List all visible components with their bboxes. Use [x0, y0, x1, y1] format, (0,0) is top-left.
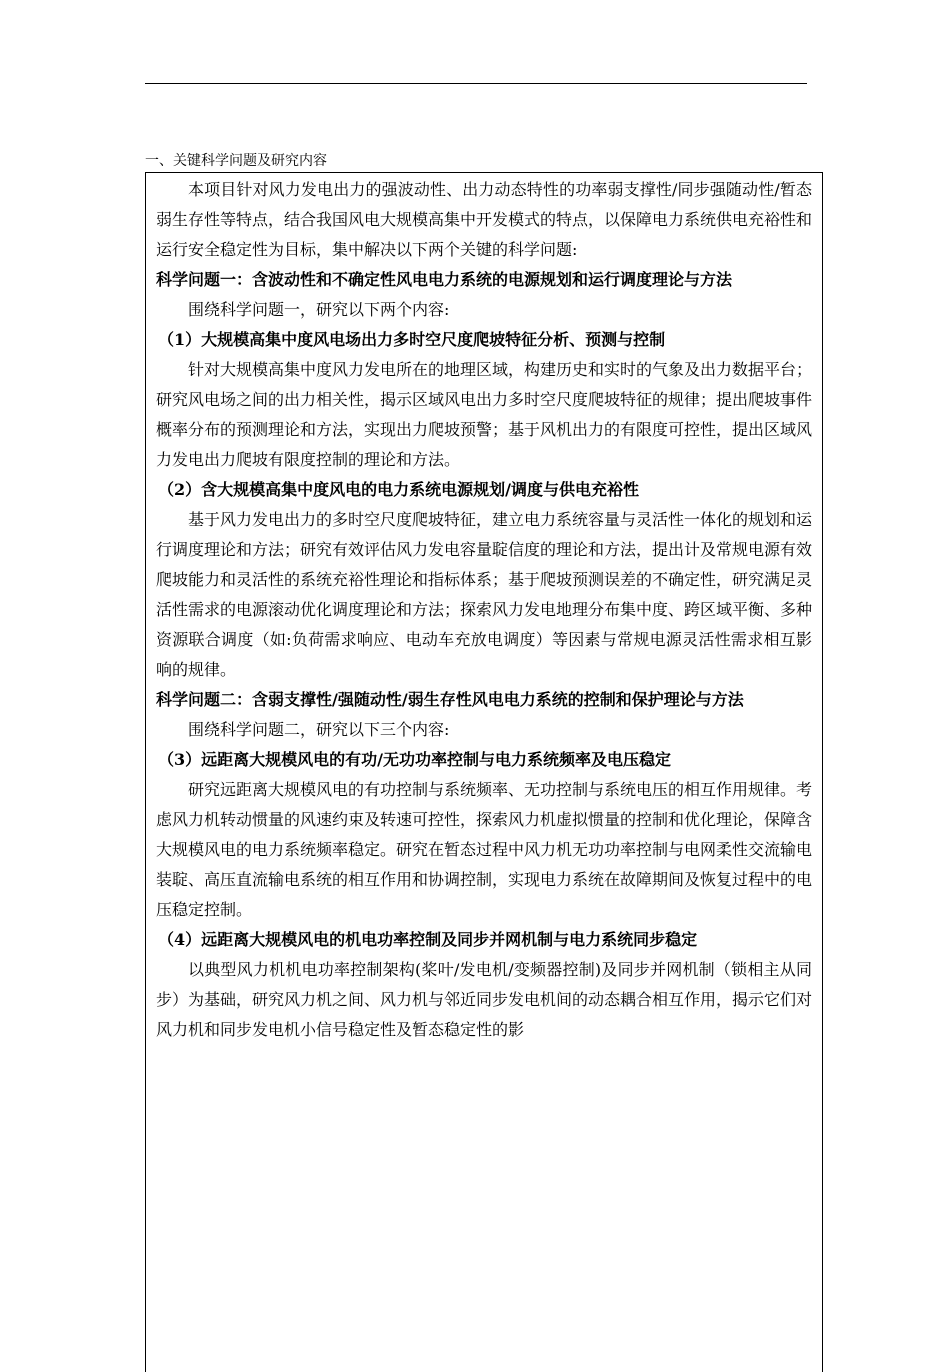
item-3-title: （3）远距离大规模风电的有功/无功功率控制与电力系统频率及电压稳定	[158, 750, 671, 769]
item-1-title: （1）大规模高集中度风电场出力多时空尺度爬坡特征分析、预测与控制	[158, 330, 666, 349]
item-4-title: （4）远距离大规模风电的机电功率控制及同步并网机制与电力系统同步稳定	[158, 930, 698, 949]
question-2-lead: 围绕科学问题二，研究以下三个内容:	[188, 720, 450, 739]
header-rule	[145, 83, 807, 84]
item-1-body: 针对大规模高集中度风力发电所在的地理区域，构建历史和实时的气象及出力数据平台；研究风电场之间的出力相关性，揭示区域风电出力多时空尺度爬坡特征的规律；提出爬坡事件概率分布的预测理论和方法，实现出力爬坡预警；基于风机出力的有限度可控性，提出区域风力发电出力爬坡有限度控制的理论和方法。	[156, 360, 813, 469]
item-4-body: 以典型风力机机电功率控制架构(桨叶/发电机/变频器控制)及同步并网机制（锁相主从同步）为基础，研究风力机之间、风力机与邻近同步发电机间的动态耦合相互作用，揭示它们对风力机和同步发电机小信号稳定性及暂态稳定性的影	[156, 960, 813, 1039]
item-2-body: 基于风力发电出力的多时空尺度爬坡特征，建立电力系统容量与灵活性一体化的规划和运行调度理论和方法；研究有效评估风力发电容量聢信度的理论和方法，提出计及常规电源有效爬坡能力和灵活性的系统充裕性理论和指标体系；基于爬坡预测误差的不确定性，研究满足灵活性需求的电源滚动优化调度理论和方法；探索风力发电地理分布集中度、跨区域平衡、多种资源联合调度（如:负荷需求响应、电动车充放电调度）等因素与常规电源灵活性需求相互影响的规律。	[156, 510, 813, 679]
question-1-lead: 围绕科学问题一，研究以下两个内容:	[188, 300, 450, 319]
question-1-title: 科学问题一：含波动性和不确定性风电电力系统的电源规划和运行调度理论与方法	[156, 270, 733, 289]
intro-paragraph: 本项目针对风力发电出力的强波动性、出力动态特性的功率弱支撑性/同步强随动性/暂态弱生存性等特点，结合我国风电大规模高集中开发模式的特点，以保障电力系统供电充裕性和运行安全稳定性为目标，集中解决以下两个关键的科学问题:	[156, 180, 813, 259]
section-title: 一、关键科学问题及研究内容	[145, 153, 327, 169]
item-2-title: （2）含大规模高集中度风电的电力系统电源规划/调度与供电充裕性	[158, 480, 639, 499]
content-box	[145, 172, 823, 1372]
question-2-title: 科学问题二：含弱支撑性/强随动性/弱生存性风电电力系统的控制和保护理论与方法	[156, 690, 744, 709]
item-3-body: 研究远距离大规模风电的有功控制与系统频率、无功控制与系统电压的相互作用规律。考虑风力机转动惯量的风速约束及转速可控性，探索风力机虚拟惯量的控制和优化理论，保障含大规模风电的电力系统频率稳定。研究在暂态过程中风力机无功功率控制与电网柔性交流输电装聢、高压直流输电系统的相互作用和协调控制，实现电力系统在故障期间及恢复过程中的电压稳定控制。	[156, 780, 813, 919]
